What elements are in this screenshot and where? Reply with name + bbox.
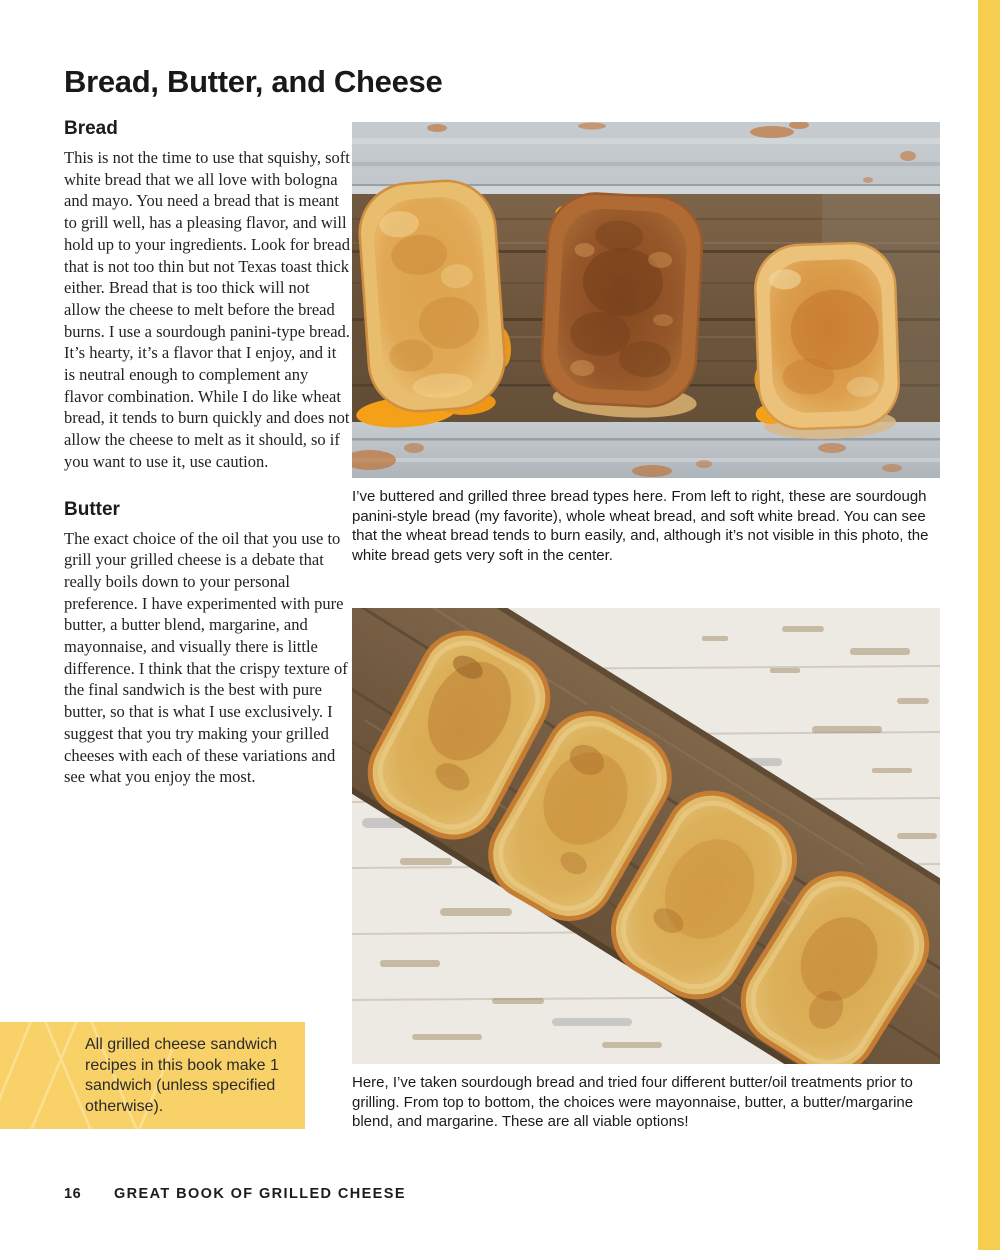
- butter-oil-treatments-photo: [352, 608, 940, 1064]
- figure-three-bread-types: [352, 122, 944, 565]
- section-bread: [64, 118, 350, 473]
- section-heading-butter: Butter: [64, 498, 120, 520]
- page-number: 16: [64, 1186, 82, 1202]
- recipe-note-text: All grilled cheese sandwich recipes in this book make 1 sandwich (unless specified otherwise).: [85, 1036, 279, 1115]
- figure-caption-bread-types: I’ve buttered and grilled three bread types here. From left to right, these are sourdough panini-style bread (my favorite), whole wheat bread, and soft white bread. You can see that the wheat bread tends to burn easily, and, although it’s not visible in this photo, the white bread gets very soft in the center.: [352, 488, 929, 564]
- yellow-page-edge-stripe: [978, 0, 1000, 1250]
- page-footer: [64, 1186, 406, 1202]
- wheat-sandwich: [539, 191, 707, 421]
- recipe-note-callout: [0, 1022, 305, 1129]
- white-bread-sandwich: [750, 242, 901, 442]
- book-title: GREAT BOOK OF GRILLED CHEESE: [114, 1186, 406, 1202]
- section-body-bread: This is not the time to use that squishy, soft white bread that we all love with bologna and mayo. You need a bread that is meant to grill well, has a pleasing flavor, and will hold up to your ingredients. Look for bread that is not too thin but not Texas toast thick either. Bread that is too thick will not allow the cheese to melt before the bread burns. I use a sourdough panini-type bread. It’s hearty, it’s a flavor that I enjoy, and it is neutral enough to complement any flavor combination. While I do like wheat bread, it tends to burn quickly and does not allow the cheese to melt as it should, so if you want to use it, use caution.: [64, 148, 350, 471]
- section-butter: [64, 499, 350, 788]
- section-heading-bread: Bread: [64, 118, 118, 139]
- text-column: [64, 118, 350, 788]
- figure-caption-butter-oil: Here, I’ve taken sourdough bread and tried four different butter/oil treatments prior to grilling. From top to bottom, the choices were mayonnaise, butter, a butter/margarine blend, and margarine. These are all viable options!: [352, 1074, 914, 1130]
- figure-butter-oil-treatments: [352, 608, 944, 1132]
- section-body-butter: The exact choice of the oil that you use to grill your grilled cheese is a debate that really boils down to your personal preference. I have experimented with pure butter, a butter blend, margarine, and mayonnaise, and visually there is little difference. I think that the crispy texture of the final sandwich is the best with pure butter, so that is what I use exclusively. I suggest that you try making your grilled cheeses with each of these variations and see what you enjoy the most.: [64, 528, 348, 787]
- page-title: Bread, Butter, and Cheese: [64, 64, 443, 99]
- three-bread-types-photo: [352, 122, 940, 478]
